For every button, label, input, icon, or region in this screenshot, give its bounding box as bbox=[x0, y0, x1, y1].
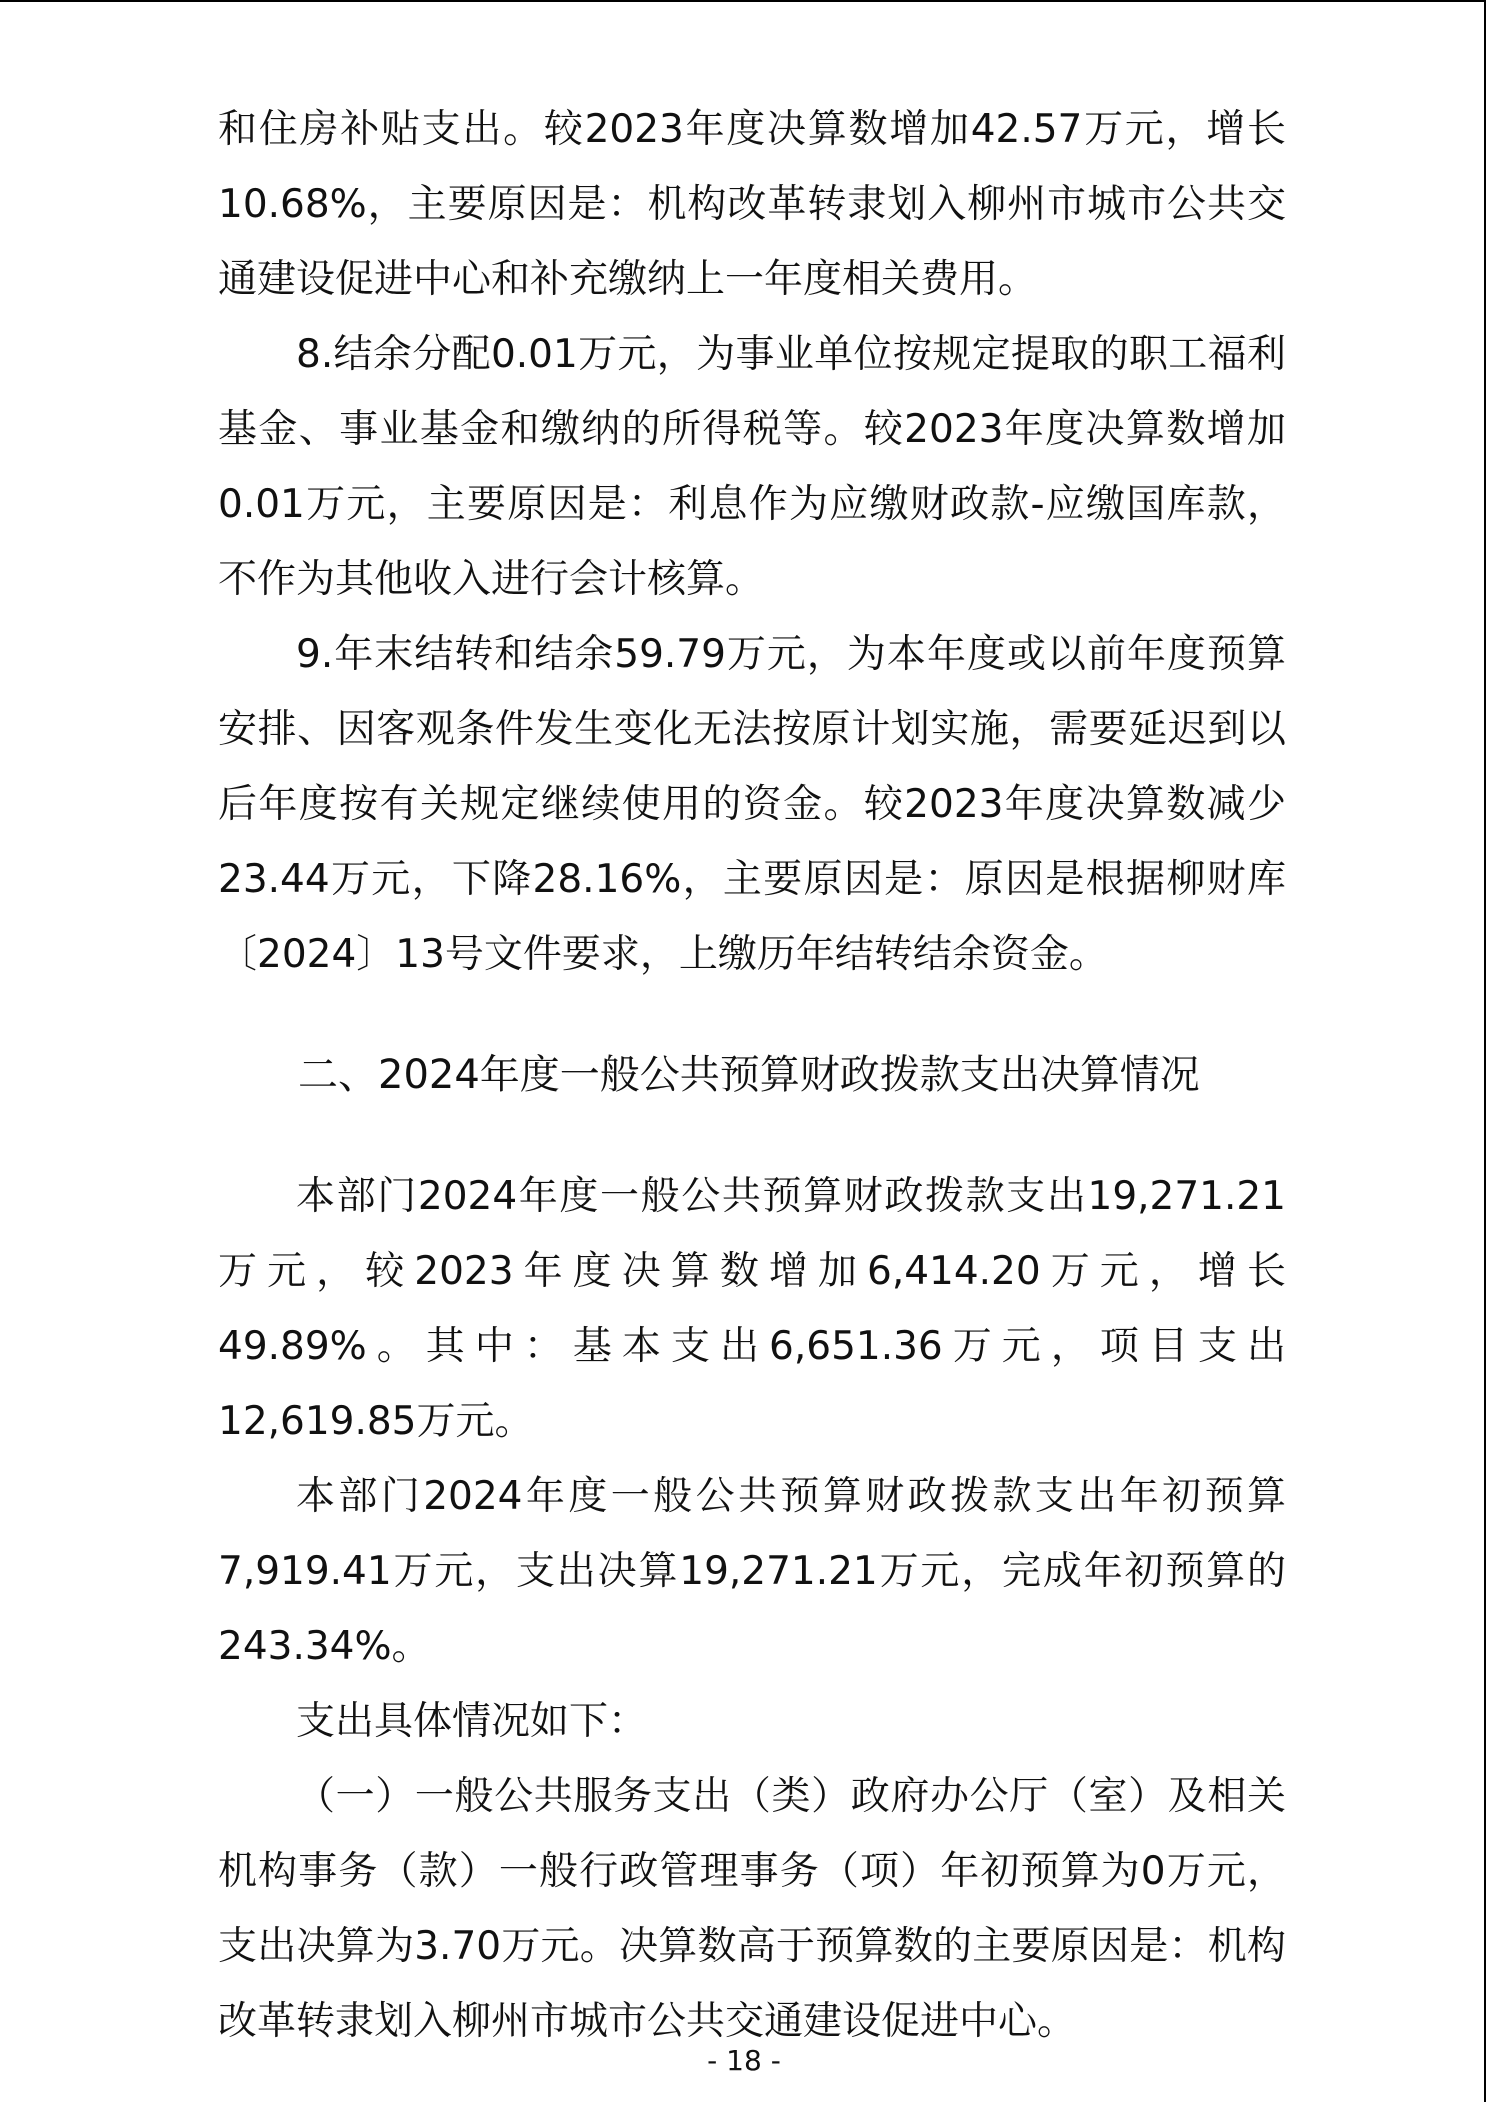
paragraph-continuation: 和住房补贴支出。较2023年度决算数增加42.57万元，增长10.68%，主要原因是：机构改革转隶划入柳州市城市公共交通建设促进中心和补充缴纳上一年度相关费用。 bbox=[218, 107, 1286, 302]
paragraph-budget-completion: 本部门2024年度一般公共预算财政拨款支出年初预算7,919.41万元，支出决算19,271.21万元，完成年初预算的243.34%。 bbox=[218, 1474, 1286, 1669]
paragraph-details-intro: 支出具体情况如下： bbox=[296, 1699, 648, 1744]
section-heading: 二、2024年度一般公共预算财政拨款支出决算情况 bbox=[298, 1052, 1200, 1098]
paragraph-item-1: （一）一般公共服务支出（类）政府办公厅（室）及相关机构事务（款）一般行政管理事务（项）年初预算为0万元，支出决算为3.70万元。决算数高于预算数的主要原因是：机构改革转隶划入柳州市城市公共交通建设促进中心。 bbox=[218, 1774, 1286, 2044]
page-number: - 18 - bbox=[707, 2044, 781, 2077]
document-body bbox=[218, 92, 1286, 2059]
paragraph-item-9: 9.年末结转和结余59.79万元，为本年度或以前年度预算安排、因客观条件发生变化无法按原计划实施，需要延迟到以后年度按有关规定继续使用的资金。较2023年度决算数减少23.44万元，下降28.16%，主要原因是：原因是根据柳财库〔2024〕13号文件要求，上缴历年结转结余资金。 bbox=[218, 632, 1286, 977]
paragraph-item-8: 8.结余分配0.01万元，为事业单位按规定提取的职工福利基金、事业基金和缴纳的所得税等。较2023年度决算数增加0.01万元，主要原因是：利息作为应缴财政款-应缴国库款，不作为其他收入进行会计核算。 bbox=[218, 332, 1286, 602]
paragraph-summary: 本部门2024年度一般公共预算财政拨款支出19,271.21万元，较2023年度决算数增加6,414.20万元，增长49.89%。其中：基本支出6,651.36万元，项目支出12,619.85万元。 bbox=[218, 1174, 1286, 1444]
